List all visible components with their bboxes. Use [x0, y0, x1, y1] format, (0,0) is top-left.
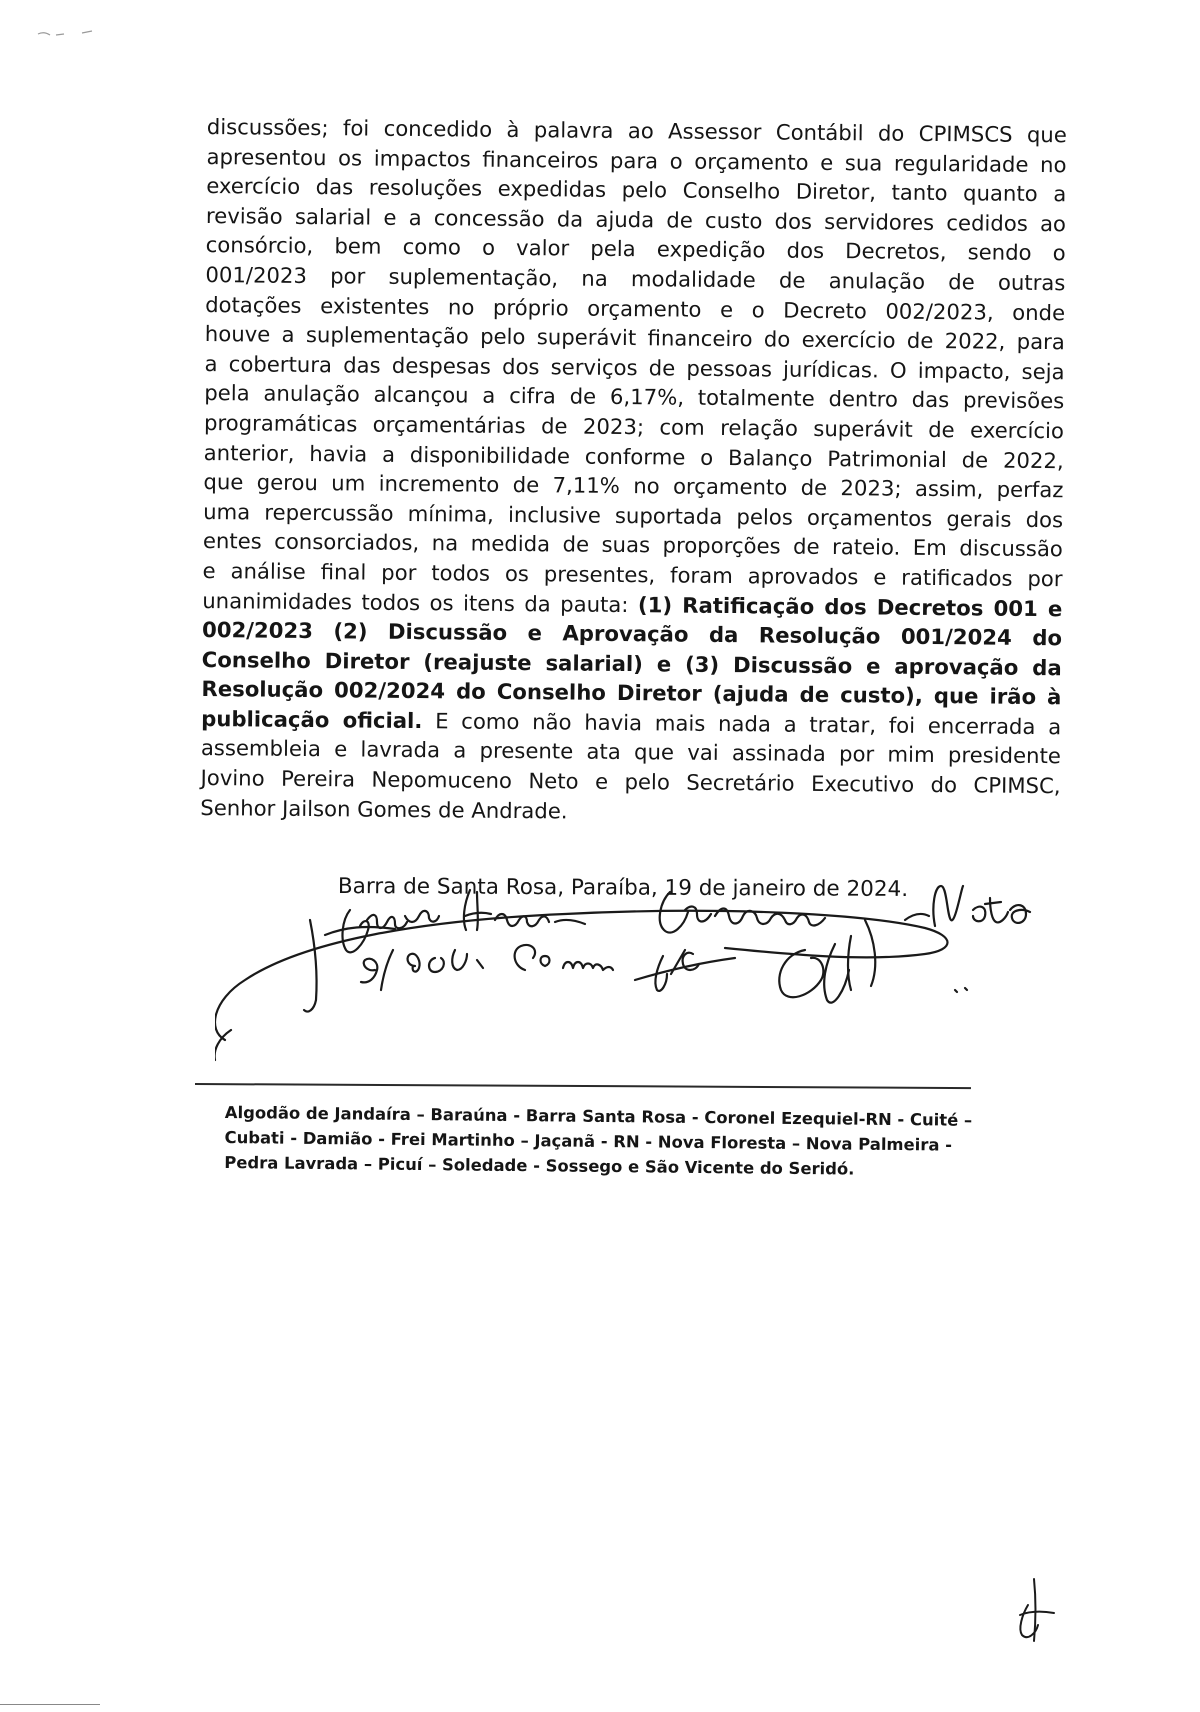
text-line: Senhor Jailson Gomes de Andrade.: [200, 794, 568, 824]
agenda-end: publicação oficial.: [201, 705, 423, 733]
text-line: houve a suplementação pelo superávit financeiro do exercício de 2022, para: [204, 321, 1065, 355]
text-line: que gerou um incremento de 7,11% no orçamento de 2023; assim, perfaz: [203, 469, 1064, 503]
text-line: entes consorciados, na medida de suas proporções de rateio. Em discussão: [202, 528, 1063, 562]
text-line: consórcio, bem como o valor pela expedição dos Decretos, sendo o: [205, 232, 1066, 266]
text-line: 001/2023 por suplementação, na modalidade de anulação de outras: [205, 261, 1066, 296]
scan-mark: [36, 26, 116, 40]
text-line: uma repercussão mínima, inclusive suportada pelos orçamentos gerais dos: [203, 498, 1064, 532]
text-line: apresentou os impactos financeiros para o orçamento e sua regularidade no: [206, 143, 1067, 177]
handwritten-initial: [1010, 1575, 1060, 1645]
agenda-item-3: Conselho Diretor (reajuste salarial) e (3) Discussão e aprovação da: [201, 646, 1062, 680]
text-line: a cobertura das despesas dos serviços de pessoas jurídicas. O impacto, seja: [204, 350, 1065, 384]
footer-divider: [195, 1083, 971, 1089]
text-line: discussões; foi concedido à palavra ao Assessor Contábil do CPIMSCS que: [206, 113, 1067, 148]
agenda-item-4: Resolução 002/2024 do Conselho Diretor (ajuda de custo), que irão à: [201, 676, 1062, 710]
text-line: revisão salarial e a concessão da ajuda de custo dos servidores cedidos ao: [205, 202, 1067, 237]
agenda-item-1: (1) Ratificação dos Decretos 001 e: [637, 591, 1063, 621]
scan-edge-line: [0, 1704, 100, 1705]
place-date: Barra de Santa Rosa, Paraíba, 19 de janeiro de 2024.: [337, 874, 909, 902]
footer-line: Pedra Lavrada – Picuí – Soledade - Sossego e São Vicente do Seridó.: [224, 1152, 855, 1179]
text-line: programáticas orçamentárias de 2023; com relação superávit de exercício: [203, 409, 1065, 444]
text-line: dotações existentes no próprio orçamento e o Decreto 002/2023, onde: [205, 291, 1066, 325]
closing-intro: E como não havia mais nada a tratar, foi encerrada a: [422, 707, 1062, 740]
footer-line: Cubati - Damião - Frei Martinho – Jaçanã - RN - Nova Floresta – Nova Palmeira -: [224, 1127, 953, 1155]
text-line: assembleia e lavrada a presente ata que vai assinada por mim presidente: [200, 735, 1061, 769]
minutes-body-text: [200, 112, 1067, 830]
footer-line: Algodão de Jandaíra – Baraúna - Barra Santa Rosa - Coronel Ezequiel-RN - Cuité –: [224, 1102, 973, 1130]
agenda-intro: unanimidades todos os itens da pauta:: [202, 587, 639, 617]
handwritten-signatures: [215, 880, 1155, 1080]
text-line: pela anulação alcançou a cifra de 6,17%, totalmente dentro das previsões: [204, 380, 1065, 414]
text-line: exercício das resoluções expedidas pelo Conselho Diretor, tanto quanto a: [206, 173, 1067, 207]
consortium-members-footer: [224, 1100, 1043, 1184]
text-line: e análise final por todos os presentes, foram aprovados e ratificados por: [202, 557, 1063, 592]
text-line: anterior, havia a disponibilidade conforme o Balanço Patrimonial de 2022,: [203, 439, 1064, 473]
agenda-item-2: 002/2023 (2) Discussão e Aprovação da Resolução 001/2024 do: [201, 617, 1063, 651]
text-line: Jovino Pereira Nepomuceno Neto e pelo Secretário Executivo do CPIMSC,: [200, 765, 1061, 799]
